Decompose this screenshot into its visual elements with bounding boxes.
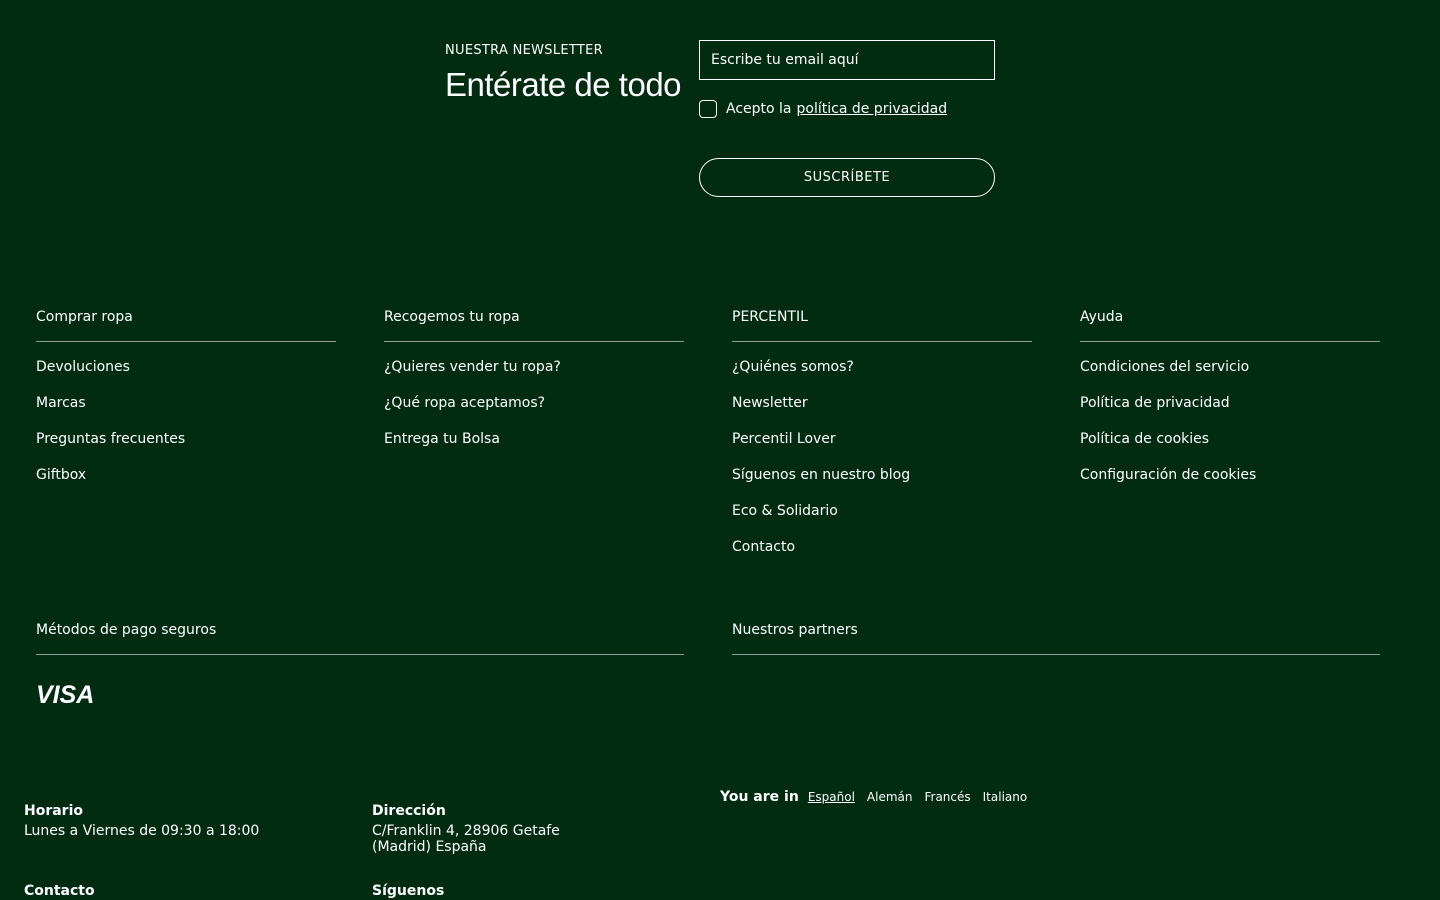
footer-link[interactable]: Giftbox — [36, 467, 87, 483]
footer-link[interactable]: Eco & Solidario — [732, 503, 838, 519]
subscribe-button[interactable]: SUSCRÍBETE — [699, 158, 995, 197]
payment-methods-title: Métodos de pago seguros — [36, 622, 684, 655]
footer-link[interactable]: Percentil Lover — [732, 431, 836, 447]
address-line-1: C/Franklin 4, 28906 Getafe — [372, 823, 560, 839]
footer-link[interactable]: Política de cookies — [1080, 431, 1210, 447]
footer-link[interactable]: Marcas — [36, 395, 86, 411]
contact-label: Contacto — [24, 883, 95, 899]
follow-label: Síguenos — [372, 883, 445, 899]
footer-link[interactable]: Devoluciones — [36, 359, 130, 375]
partners-title: Nuestros partners — [732, 622, 1380, 655]
footer-column-ayuda — [1080, 309, 1380, 500]
privacy-policy-link[interactable]: política de privacidad — [796, 101, 948, 117]
newsletter-title: Entérate de todo — [445, 66, 682, 103]
footer-link[interactable]: ¿Quiénes somos? — [732, 359, 854, 375]
hours-label: Horario — [24, 803, 84, 819]
footer-link[interactable]: Condiciones del servicio — [1080, 359, 1250, 375]
footer-column-recogemos — [384, 309, 684, 464]
language-option-espanol[interactable]: Español — [807, 790, 855, 804]
visa-logo: VISA — [36, 681, 95, 709]
partners-section — [732, 622, 1380, 655]
footer-link[interactable]: Configuración de cookies — [1080, 467, 1257, 483]
column-title: Ayuda — [1080, 309, 1380, 342]
consent-checkbox[interactable] — [699, 100, 717, 118]
footer-column-comprar — [36, 309, 336, 500]
consent-prefix: Acepto la — [726, 101, 792, 117]
footer-link[interactable]: Newsletter — [732, 395, 808, 411]
column-title: Recogemos tu ropa — [384, 309, 684, 342]
footer-column-percentil — [732, 309, 1032, 572]
column-title: PERCENTIL — [732, 309, 1032, 342]
newsletter-consent-row — [699, 100, 947, 118]
footer-link[interactable]: ¿Quieres vender tu ropa? — [384, 359, 561, 375]
newsletter-email-input[interactable] — [699, 40, 995, 80]
footer-link[interactable]: Política de privacidad — [1080, 395, 1230, 411]
footer-link[interactable]: Entrega tu Bolsa — [384, 431, 500, 447]
language-option-aleman[interactable]: Alemán — [866, 790, 913, 804]
language-selector — [720, 789, 1039, 805]
hours-value: Lunes a Viernes de 09:30 a 18:00 — [24, 823, 260, 839]
footer-link[interactable]: ¿Qué ropa aceptamos? — [384, 395, 546, 411]
newsletter-kicker: NUESTRA NEWSLETTER — [445, 43, 603, 58]
footer-link[interactable]: Síguenos en nuestro blog — [732, 467, 911, 483]
footer-link[interactable]: Preguntas frecuentes — [36, 431, 186, 447]
payment-methods-section — [36, 622, 684, 655]
column-title: Comprar ropa — [36, 309, 336, 342]
language-label: You are in — [720, 789, 799, 805]
language-option-italiano[interactable]: Italiano — [982, 790, 1028, 804]
address-line-2: (Madrid) España — [372, 839, 487, 855]
language-option-frances[interactable]: Francés — [924, 790, 971, 804]
address-label: Dirección — [372, 803, 446, 819]
footer-link[interactable]: Contacto — [732, 539, 796, 555]
